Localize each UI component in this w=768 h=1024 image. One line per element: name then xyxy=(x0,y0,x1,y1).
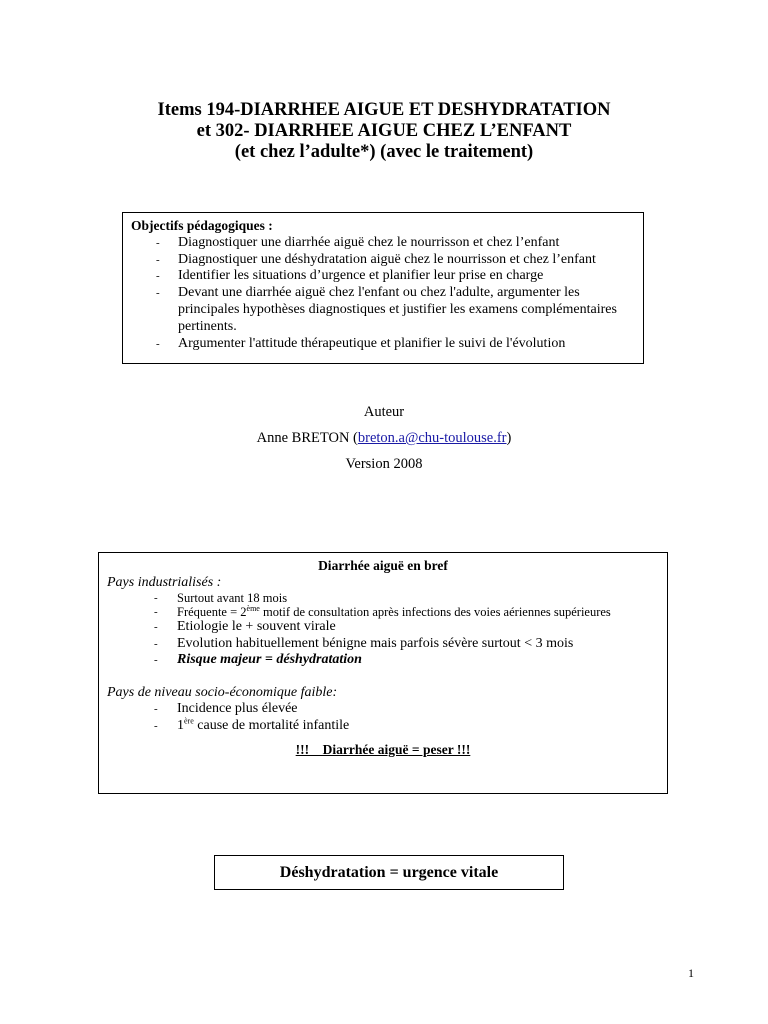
list-item: - Argumenter l'attitude thérapeutique et planifier le suivi de l'évolution xyxy=(156,335,566,351)
list-item: - Diagnostiquer une déshydratation aiguë chez le nourrisson et chez l’enfant xyxy=(156,251,596,267)
page-number: 1 xyxy=(688,966,694,980)
list-item: - Risque majeur = déshydratation xyxy=(154,652,362,667)
list-item: - Devant une diarrhée aiguë chez l'enfant ou chez l'adulte, argumenter les principales hypothèses diagnostiques et justifier les examens complémentaires pertinents. xyxy=(156,285,617,334)
low-income-countries-label: Pays de niveau socio-économique faible: xyxy=(107,684,338,700)
document-title xyxy=(0,100,768,163)
list-item: - 1ère cause de mortalité infantile xyxy=(154,715,350,733)
objectives-box xyxy=(122,212,644,364)
objectives-heading: Objectifs pédagogiques : xyxy=(131,218,273,233)
list-item: - Fréquente = 2ème motif de consultation après infections des voies aériennes supérieures xyxy=(154,603,611,619)
list-item: - Diagnostiquer une diarrhée aiguë chez le nourrisson et chez l’enfant xyxy=(156,234,560,250)
industrial-list xyxy=(107,591,659,669)
author-email-link[interactable]: breton.a@chu-toulouse.fr xyxy=(357,430,507,446)
title-line-1: Items 194-DIARRHEE AIGUE ET DESHYDRATATION xyxy=(157,100,611,120)
list-item: - Etiologie le + souvent virale xyxy=(154,619,336,634)
title-line-3: (et chez l’adulte*) (avec le traitement) xyxy=(234,142,534,162)
industrial-countries-label: Pays industrialisés : xyxy=(107,574,222,590)
list-item: - Surtout avant 18 mois xyxy=(154,591,288,605)
list-item: - Incidence plus élevée xyxy=(154,701,298,716)
author-name: Anne BRETON (breton.a@chu-toulouse.fr) xyxy=(256,430,512,446)
version-text: Version 2008 xyxy=(345,456,423,472)
summary-box xyxy=(98,552,668,794)
objectives-list xyxy=(131,235,635,353)
title-line-2: et 302- DIARRHEE AIGUE CHEZ L’ENFANT xyxy=(196,121,572,141)
list-item: - Identifier les situations d’urgence et planifier leur prise en charge xyxy=(156,268,544,284)
summary-heading: Diarrhée aiguë en bref xyxy=(318,558,448,573)
low-income-list xyxy=(107,701,659,734)
urgent-notice: Déshydratation = urgence vitale xyxy=(214,855,564,890)
author-label: Auteur xyxy=(363,404,405,420)
weigh-warning: !!! Diarrhée aiguë = peser !!! xyxy=(295,742,471,757)
list-item: - Evolution habituellement bénigne mais parfois sévère surtout < 3 mois xyxy=(154,635,574,651)
